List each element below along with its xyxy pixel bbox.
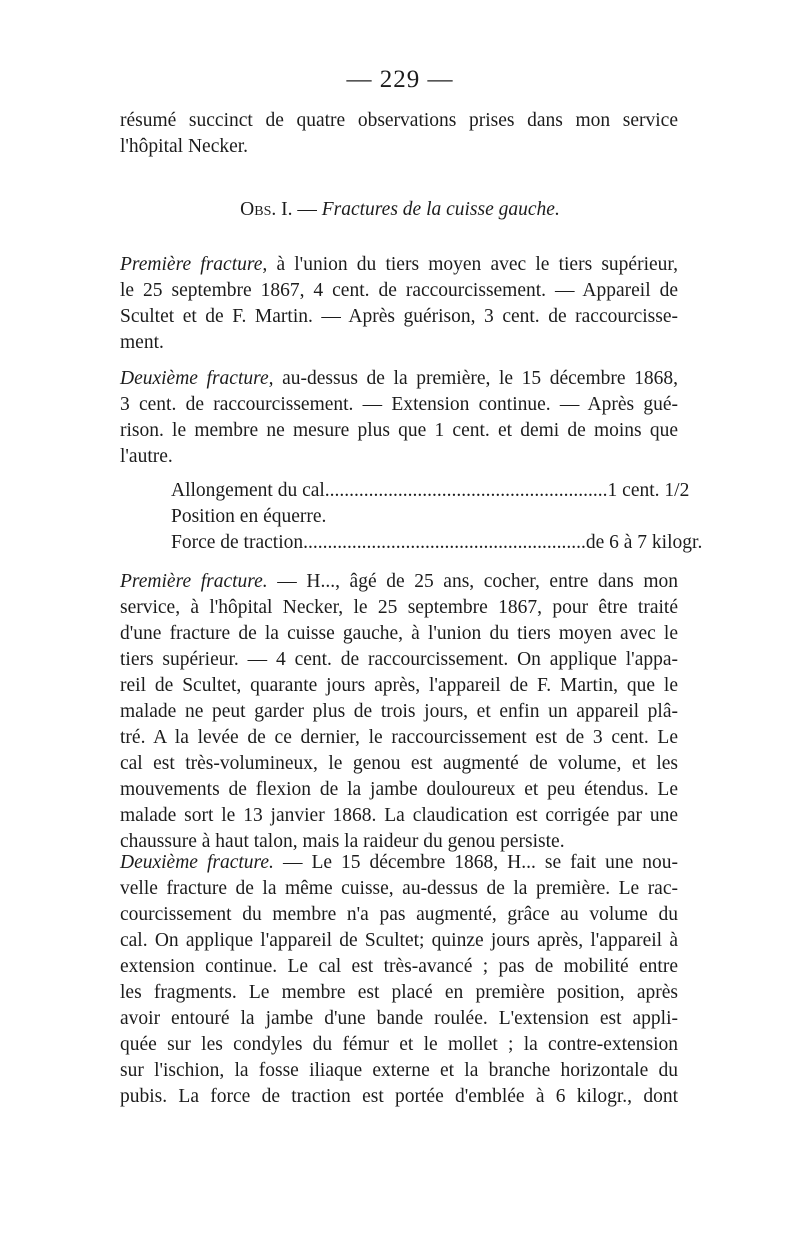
- text-line: velle fracture de la même cuisse, au-dessus de la première. Le rac-: [120, 878, 678, 899]
- fracture-label: Deuxième fracture.: [120, 852, 274, 873]
- observation-title: [0, 197, 800, 223]
- text-line: le 25 septembre 1867, 4 cent. de raccourcissement. — Appareil de: [120, 280, 678, 301]
- text-line: 3 cent. de raccourcissement. — Extension continue. — Après gué-: [120, 394, 678, 415]
- fracture-label: Première fracture.: [120, 571, 268, 592]
- table-row: [171, 478, 690, 504]
- text-line: service, à l'hôpital Necker, le 25 septembre 1867, pour être traité: [120, 597, 678, 618]
- text-line: l'hôpital Necker.: [120, 136, 249, 157]
- text-line: mouvements de flexion de la jambe douloureux et peu étendus. Le: [120, 779, 678, 800]
- text-line: tiers supérieur. — 4 cent. de raccourcissement. On applique l'appa-: [120, 649, 678, 670]
- text-line: tré. A la levée de ce dernier, le raccourcissement est de 3 cent. Le: [120, 727, 678, 748]
- table-row: [171, 530, 703, 556]
- intro-paragraph: [120, 108, 678, 160]
- summary-second-fracture: [120, 366, 678, 470]
- text-line: ment.: [120, 332, 164, 353]
- row-label: Allongement du cal: [171, 480, 325, 501]
- table-row: [171, 504, 641, 530]
- text-line: cal est très-volumineux, le genou est augmenté de volume, et les: [120, 753, 678, 774]
- text-line: Scultet et de F. Martin. — Après guérison, 3 cent. de raccourcisse-: [120, 306, 678, 327]
- text-line: — Le 15 décembre 1868, H... se fait une nou-: [273, 852, 678, 873]
- text-line: chaussure à haut talon, mais la raideur du genou persiste.: [120, 831, 565, 852]
- results-table: [171, 478, 703, 556]
- text-line: malade sort le 13 janvier 1868. La claudication est corrigée par une: [120, 805, 678, 826]
- text-line: à l'union du tiers moyen avec le tiers supérieur,: [267, 254, 678, 275]
- text-line: sur l'ischion, la fosse iliaque externe et la branche horizontale du: [120, 1060, 678, 1081]
- obs-dash: —: [297, 199, 317, 220]
- row-value: de 6 à 7 kilogr.: [585, 532, 703, 553]
- text-line: pubis. La force de traction est portée d'emblée à 6 kilogr., dont: [120, 1086, 678, 1107]
- case-second-fracture: [120, 850, 678, 1110]
- dot-leader: ..........................................................: [324, 480, 608, 501]
- obs-number: Obs. I.: [240, 199, 293, 220]
- text-line: quée sur les condyles du fémur et le mollet ; la contre-extension: [120, 1034, 678, 1055]
- text-line: avoir entouré la jambe d'une bande roulée. L'extension est appli-: [120, 1008, 678, 1029]
- row-label: Force de traction: [171, 532, 304, 553]
- text-line: — H..., âgé de 25 ans, cocher, entre dans mon: [267, 571, 678, 592]
- text-line: résumé succinct de quatre observations prises dans mon service: [120, 110, 678, 131]
- text-line: d'une fracture de la cuisse gauche, à l'union du tiers moyen avec le: [120, 623, 678, 644]
- fracture-label: Deuxième fracture,: [120, 368, 274, 389]
- text-line: cal. On applique l'appareil de Scultet; quinze jours après, l'appareil à: [120, 930, 678, 951]
- text-line: l'autre.: [120, 446, 173, 467]
- dot-leader: ..........................................................: [303, 532, 586, 553]
- text-line: malade ne peut garder plus de trois jours, et enfin un appareil plâ-: [120, 701, 678, 722]
- page-number: — 229 —: [346, 66, 454, 93]
- summary-first-fracture: [120, 252, 678, 356]
- fracture-label: Première fracture,: [120, 254, 268, 275]
- text-line: extension continue. Le cal est très-avancé ; pas de mobilité entre: [120, 956, 678, 977]
- case-first-fracture: [120, 569, 678, 855]
- text-line: reil de Scultet, quarante jours après, l'appareil de F. Martin, que le: [120, 675, 678, 696]
- text-line: courcissement du membre n'a pas augmenté, grâce au volume du: [120, 904, 678, 925]
- obs-heading: Fractures de la cuisse gauche.: [321, 199, 560, 220]
- text-line: au-dessus de la première, le 15 décembre 1868,: [273, 368, 678, 389]
- row-value: 1 cent. 1/2: [607, 480, 690, 501]
- text-line: les fragments. Le membre est placé en première position, après: [120, 982, 678, 1003]
- text-line: rison. le membre ne mesure plus que 1 cent. et demi de moins que: [120, 420, 678, 441]
- row-label: Position en équerre.: [171, 506, 327, 527]
